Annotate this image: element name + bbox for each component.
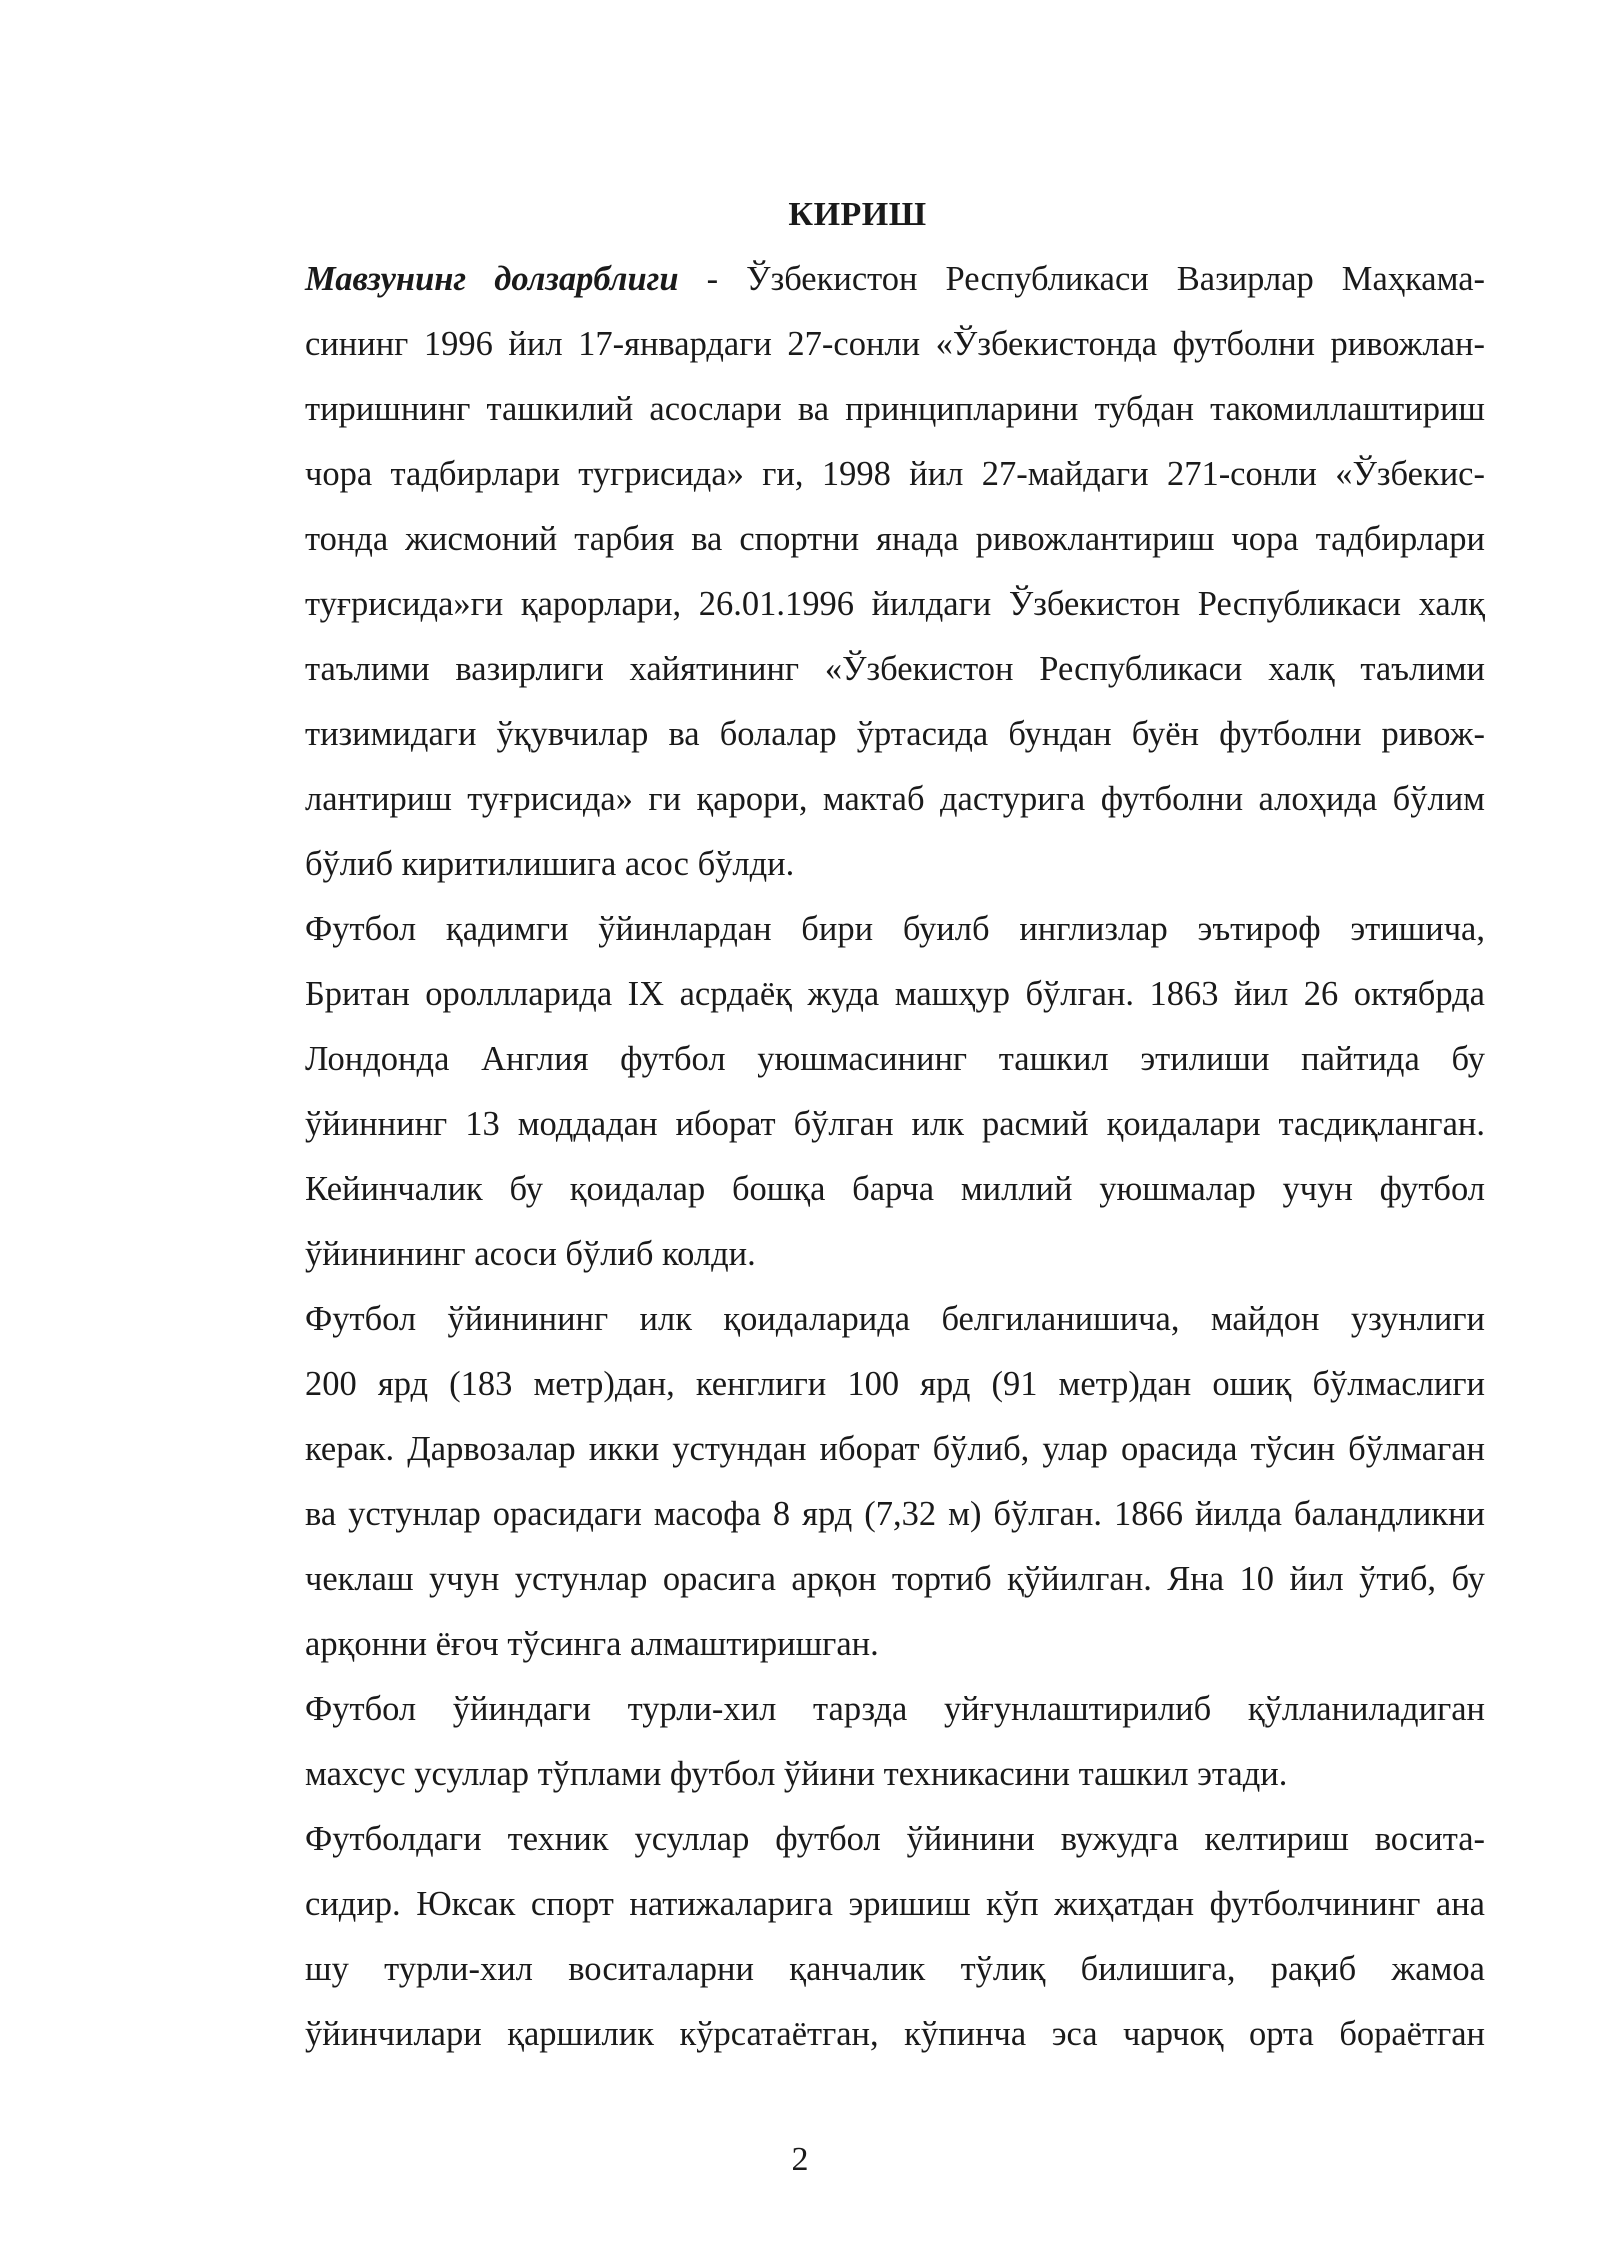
paragraph-rules (230, 1287, 1485, 1677)
text-line: лантириш туғрисида» ги қарори, мактаб дастурига футболни алоҳида бўлим (305, 780, 1485, 818)
text-line: чеклаш учун устунлар орасига арқон тортиб қўйилган. Яна 10 йил ўтиб, бу (305, 1560, 1485, 1598)
paragraph-relevance (230, 247, 1485, 897)
text-line: шу турли-хил воситаларни қанчалик тўлиқ билишига, рақиб жамоа (305, 1950, 1485, 1988)
text-line: Лондонда Англия футбол уюшмасининг ташкил этилиши пайтида бу (305, 1040, 1485, 1078)
text-line: чора тадбирлари тугрисида» ги, 1998 йил 27-майдаги 271-сонли «Ўзбекис- (305, 455, 1485, 493)
text-line: Британ ороллларида IX асрдаёқ жуда машҳур бўлган. 1863 йил 26 октябрда (305, 975, 1485, 1013)
text-line: керак. Дарвозалар икки устундан иборат бўлиб, улар орасида тўсин бўлмаган (305, 1430, 1485, 1468)
text-line: Футбол ўйиндаги турли-хил тарзда уйғунлаштирилиб қўлланиладиган (305, 1690, 1485, 1728)
text-line: ўйинчилари қаршилик кўрсатаётган, кўпинча эса чарчоқ орта бораётган (305, 2015, 1485, 2053)
text-line: сининг 1996 йил 17-январдаги 27-сонли «Ўзбекистонда футболни ривожлан- (305, 325, 1485, 363)
text-line: махсус усуллар тўплами футбол ўйини техникасини ташкил этади. (305, 1755, 1288, 1793)
paragraph-lead: Мавзунинг долзарблиги (305, 260, 679, 298)
paragraph-technique (230, 1677, 1485, 1807)
text-line: таълими вазирлиги хайятининг «Ўзбекистон Республикаси халқ таълими (305, 650, 1485, 688)
text-line: сидир. Юксак спорт натижаларига эришиш кўп жиҳатдан футболчининг ана (305, 1885, 1485, 1923)
page-content (230, 182, 1485, 2067)
page-title: КИРИШ (788, 196, 927, 233)
text-line: Футбол қадимги ўйинлардан бири буилб инглизлар эътироф этишича, (305, 910, 1485, 948)
text-line: ўйинининг асоси бўлиб колди. (305, 1235, 756, 1273)
text-line (230, 247, 1485, 312)
text-line: 200 ярд (183 метр)дан, кенглиги 100 ярд (91 метр)дан ошиқ бўлмаслиги (305, 1365, 1485, 1403)
text-line: ва устунлар орасидаги масофа 8 ярд (7,32 м) бўлган. 1866 йилда баландликни (305, 1495, 1485, 1533)
text-line: туғрисида»ги қарорлари, 26.01.1996 йилдаги Ўзбекистон Республикаси халқ (305, 585, 1485, 623)
text-line: тизимидаги ўқувчилар ва болалар ўртасида бундан буён футболни ривож- (305, 715, 1485, 753)
paragraph-methods (230, 1807, 1485, 2067)
text-line: Кейинчалик бу қоидалар бошқа барча миллий уюшмалар учун футбол (305, 1170, 1485, 1208)
text-line: тонда жисмоний тарбия ва спортни янада ривожлантириш чора тадбирлари (305, 520, 1485, 558)
text-line: ўйиннинг 13 моддадан иборат бўлган илк расмий қоидалари тасдиқланган. (305, 1105, 1485, 1143)
text-line: Футбол ўйинининг илк қоидаларида белгиланишича, майдон узунлиги (305, 1300, 1485, 1338)
page-number: 2 (791, 2141, 809, 2178)
text-line: тиришнинг ташкилий асослари ва принципларини тубдан такомиллаштириш (305, 390, 1485, 428)
text-line: бўлиб киритилишига асос бўлди. (305, 845, 795, 883)
paragraph-history (230, 897, 1485, 1287)
text-line: арқонни ёғоч тўсинга алмаштиришган. (305, 1625, 879, 1663)
text-line: Футболдаги техник усуллар футбол ўйинини вужудга келтириш восита- (305, 1820, 1485, 1858)
text-line-content: - Ўзбекистон Республикаси Вазирлар Маҳкама- (678, 260, 1485, 298)
